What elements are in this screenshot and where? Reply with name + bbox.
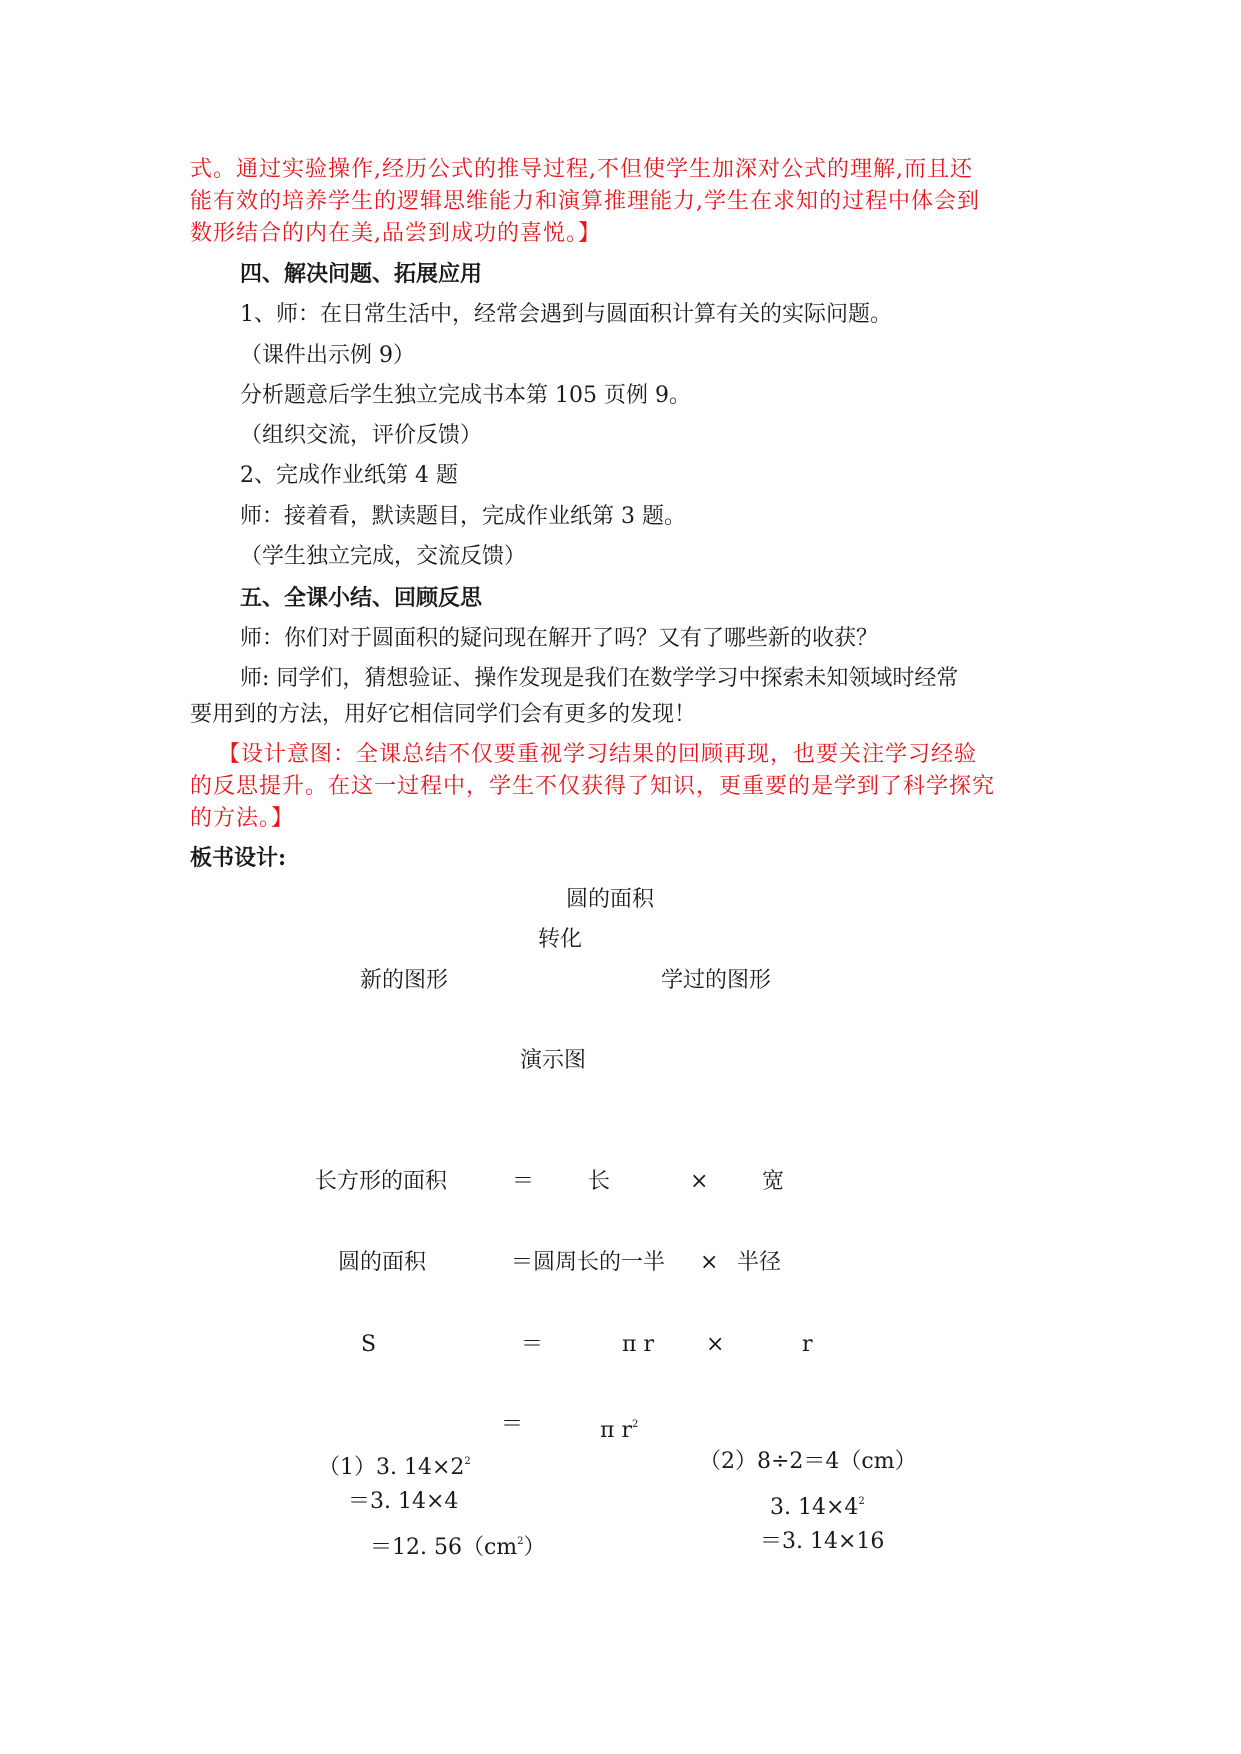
formula-r: r	[802, 1332, 813, 1357]
board-transform: 转化	[538, 927, 583, 952]
formula-rect-area: 长方形的面积	[315, 1169, 448, 1194]
calc-1-line-3: ＝12. $56(cm^2)$	[370, 1535, 546, 1560]
section-heading: 五、全课小结、回顾反思	[240, 585, 483, 611]
formula-times: ×	[700, 1250, 719, 1275]
formula-equals: ＝	[521, 1332, 544, 1357]
calc-2-line-3: ＝3. 14×16	[760, 1529, 885, 1554]
calc-1-line-1: （1）3. $14\times 2^2$	[318, 1455, 471, 1480]
board-title: 圆的面积	[566, 887, 655, 912]
formula-width: 宽	[762, 1169, 785, 1194]
paragraph-line: 2、完成作业纸第 4 题	[240, 463, 458, 488]
board-learned-shape: 学过的图形	[661, 968, 772, 993]
paragraph-line: 要用到的方法，用好它相信同学们会有更多的发现！	[190, 702, 697, 727]
formula-circle-area: 圆的面积	[338, 1250, 427, 1275]
intent-note-line: 的方法。】	[190, 806, 295, 831]
section-heading: 四、解决问题、拓展应用	[240, 261, 483, 287]
intent-note-line: 【设计意图：全课总结不仅要重视学习结果的回顾再现，也要关注学习经验	[218, 742, 978, 767]
calc-2-line-1: （2）8÷2＝4（cm）	[699, 1449, 917, 1474]
formula-times: ×	[706, 1332, 725, 1357]
paragraph-line: （学生独立完成，交流反馈）	[240, 544, 527, 569]
formula-equals: ＝	[501, 1412, 524, 1437]
paragraph-line: 师：你们对于圆面积的疑问现在解开了吗？又有了哪些新的收获？	[240, 626, 879, 651]
calc-2-line-2: 3. $14\times 4^2$	[770, 1495, 865, 1520]
intent-note-line: 数形结合的内在美,品尝到成功的喜悦。】	[190, 221, 601, 246]
paragraph-line: 1、师：在日常生活中，经常会遇到与圆面积计算有关的实际问题。	[240, 302, 892, 327]
formula-pi-r: π r	[622, 1332, 654, 1357]
paragraph-line: （组织交流，评价反馈）	[240, 423, 483, 448]
board-new-shape: 新的图形	[360, 968, 449, 993]
paragraph-line: （课件出示例 9）	[240, 343, 415, 368]
intent-note-line: 的反思提升。在这一过程中，学生不仅获得了知识，更重要的是学到了科学探究	[190, 774, 996, 799]
board-demo: 演示图	[520, 1048, 587, 1073]
formula-radius: 半径	[737, 1250, 782, 1275]
paragraph-line: 师：接着看，默读题目，完成作业纸第 3 题。	[240, 504, 686, 529]
board-label: 板书设计:	[190, 845, 287, 871]
calc-1-line-2: ＝3. 14×4	[348, 1489, 459, 1514]
formula-pi-r-squared: π $r^2$	[600, 1418, 639, 1443]
formula-equals: ＝	[512, 1169, 535, 1194]
formula-length: 长	[588, 1169, 611, 1194]
paragraph-line: 分析题意后学生独立完成书本第 105 页例 9。	[240, 383, 691, 408]
formula-times: ×	[690, 1169, 709, 1194]
paragraph-line: 师: 同学们，猜想验证、操作发现是我们在数学学习中探索未知领域时经常	[240, 666, 959, 691]
intent-note-line: 式。通过实验操作,经历公式的推导过程,不但使学生加深对公式的理解,而且还	[190, 157, 973, 182]
formula-half-circumference: ＝圆周长的一半	[511, 1250, 666, 1275]
intent-note-line: 能有效的培养学生的逻辑思维能力和演算推理能力,学生在求知的过程中体会到	[190, 189, 980, 214]
formula-S: S	[361, 1332, 377, 1357]
